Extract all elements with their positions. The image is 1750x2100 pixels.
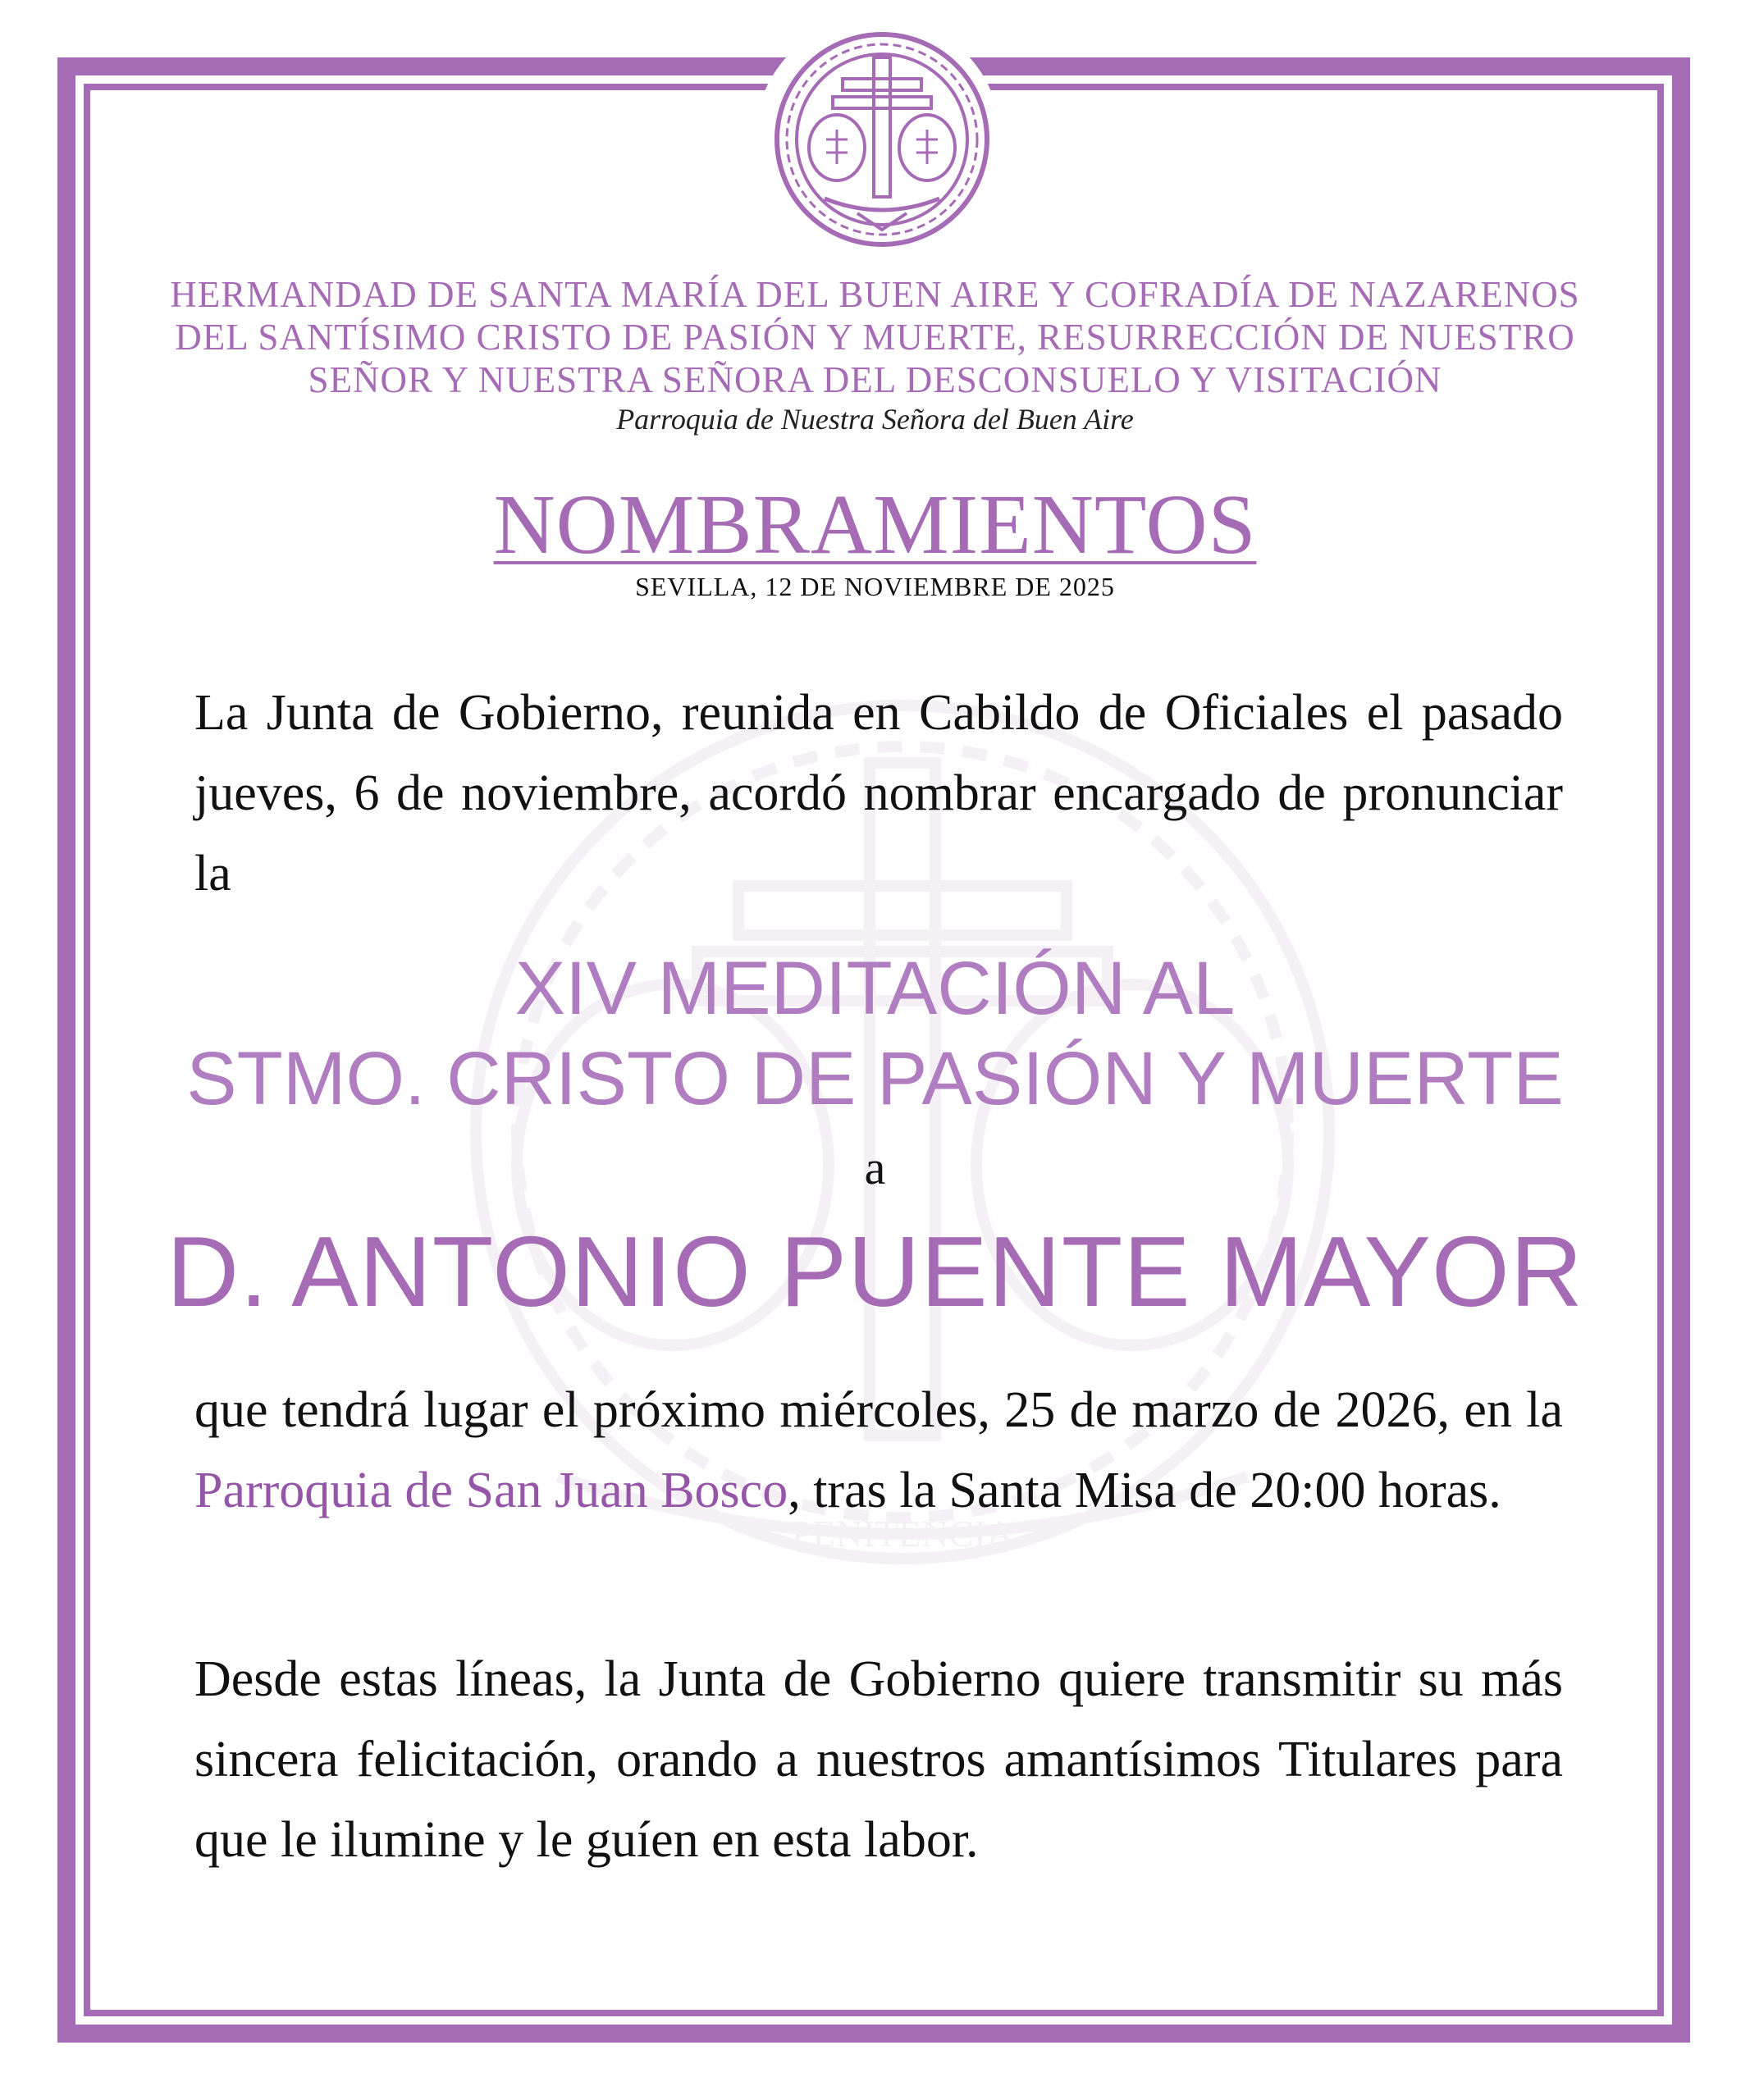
event-text-before: que tendrá lugar el próximo miércoles, 25 de marzo de 2026, en la [194,1382,1563,1438]
brotherhood-crest-icon [767,25,997,254]
meditation-line: STMO. CRISTO DE PASIÓN Y MUERTE [186,1037,1564,1121]
title-text: NOMBRAMIENTOS [493,477,1257,572]
meditation-title [164,943,1586,1124]
watermark-ribbon-text: PENITENCIA [791,1513,1014,1554]
event-text-after: , tras la Santa Misa de 20:00 horas. [788,1463,1501,1518]
event-paragraph [194,1370,1563,1531]
page-title [164,476,1586,573]
brotherhood-name [164,273,1586,401]
closing-paragraph: Desde estas líneas, la Junta de Gobierno quiere transmitir su más sincera felicitación, orando a nuestros amantísimos Titulares para que le ilumine y le guíen en esta labor. [194,1651,1563,1868]
header-line: SEÑOR Y NUESTRA SEÑORA DEL DESCONSUELO Y VISITACIÓN [308,359,1442,400]
parish-name: Parroquia de Nuestra Señora del Buen Aire [616,403,1134,436]
venue-name: Parroquia de San Juan Bosco [194,1463,788,1518]
connector-word: a [864,1141,886,1194]
header-line: HERMANDAD DE SANTA MARÍA DEL BUEN AIRE Y COFRADÍA DE NAZARENOS [170,274,1580,315]
meditation-line: XIV MEDITACIÓN AL [514,947,1236,1030]
date-line: SEVILLA, 12 DE NOVIEMBRE DE 2025 [635,572,1115,601]
honoree-name: D. ANTONIO PUENTE MAYOR [167,1216,1583,1327]
header-line: DEL SANTÍSIMO CRISTO DE PASIÓN Y MUERTE, RESURRECCIÓN DE NUESTRO [175,317,1575,358]
intro-paragraph: La Junta de Gobierno, reunida en Cabildo de Oficiales el pasado jueves, 6 de noviembre, acordó nombrar encargado de pronunciar la [194,685,1563,902]
